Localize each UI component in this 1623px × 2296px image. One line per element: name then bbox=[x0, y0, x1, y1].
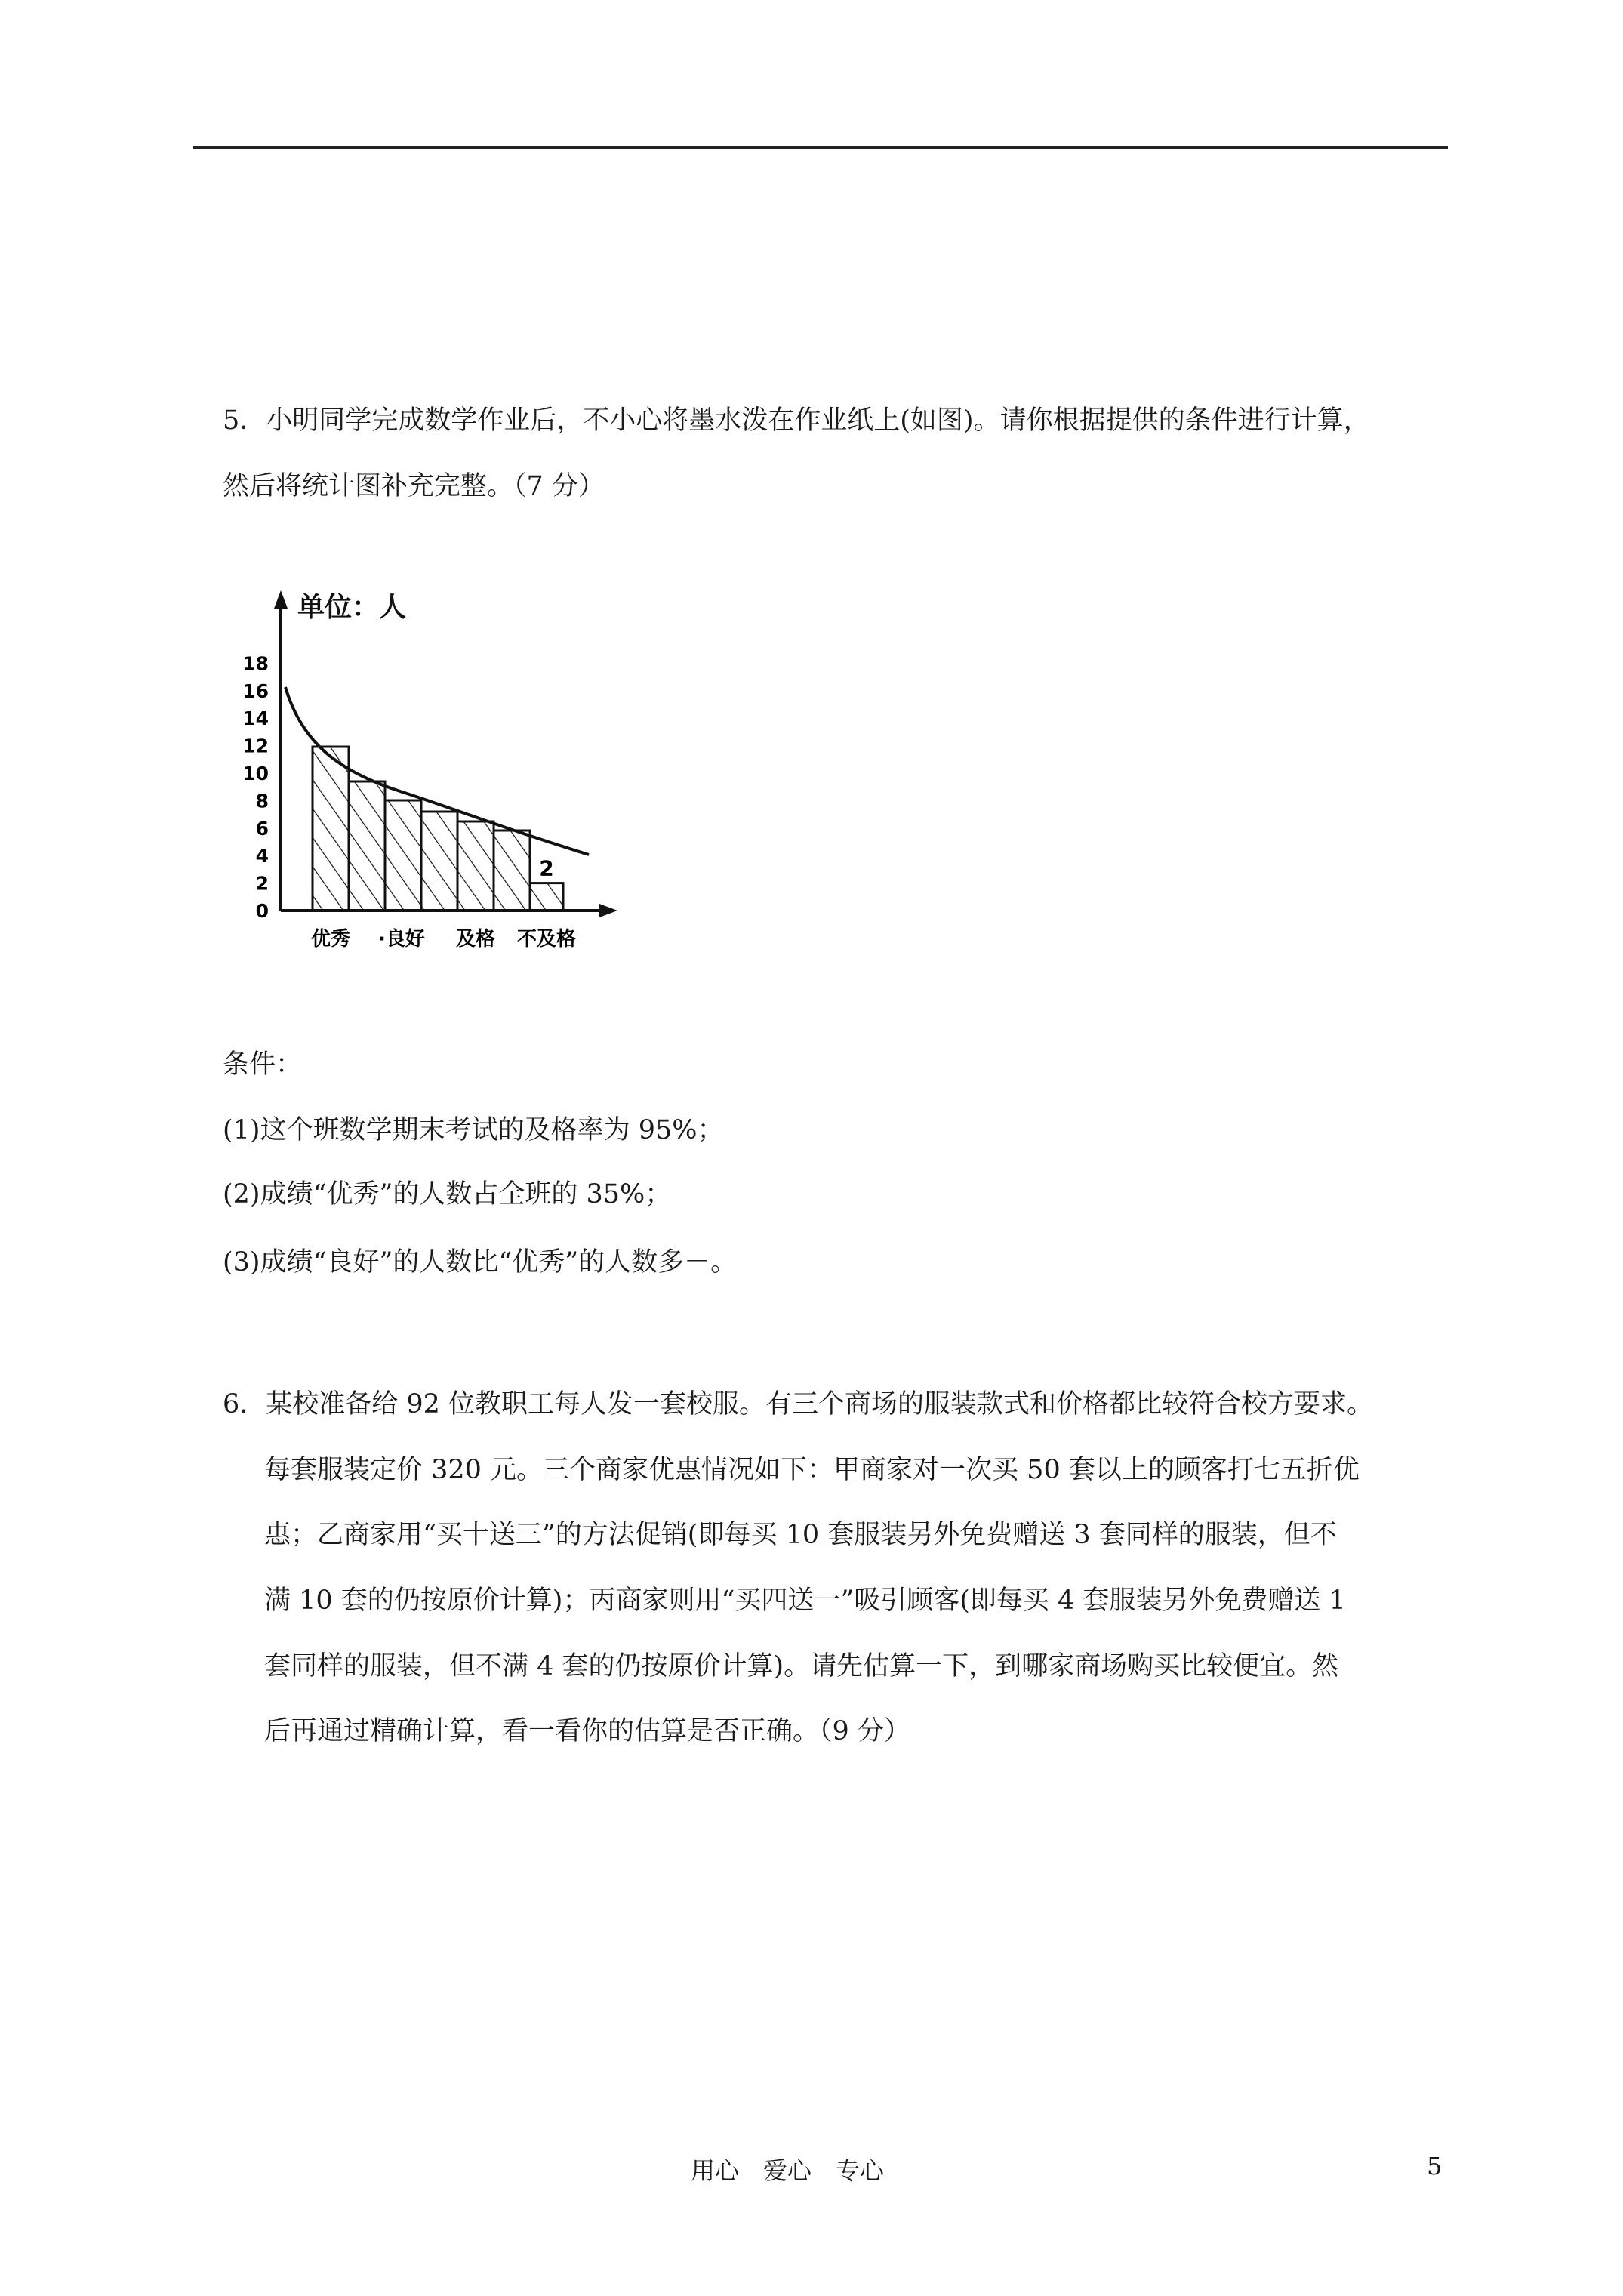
bar-4 bbox=[530, 883, 563, 911]
x-axis-arrow bbox=[599, 904, 617, 917]
q6-line-4: 满 10 套的仍按原价计算)；丙商家则用“买四送一”吸引顾客(即每买 4 套服装另外免费赠送 1 bbox=[264, 1586, 1346, 1616]
y-tick-label: 12 bbox=[242, 735, 269, 757]
y-tick-label: 2 bbox=[255, 872, 269, 895]
y-tick-label: 8 bbox=[255, 790, 269, 812]
q6-line-5: 套同样的服装，但不满 4 套的仍按原价计算)。请先估算一下，到哪家商场购买比较便宜。然 bbox=[264, 1651, 1339, 1681]
y-tick-label: 0 bbox=[255, 900, 269, 922]
conditions-title: 条件： bbox=[223, 1049, 303, 1080]
y-tick-label: 4 bbox=[255, 845, 269, 868]
q6-line-2: 每套服装定价 320 元。三个商家优惠情况如下：甲商家对一次买 50 套以上的顾客打七五折优 bbox=[264, 1455, 1360, 1485]
bar-chart bbox=[234, 581, 627, 959]
q6-line-3: 惠；乙商家用“买十送三”的方法促销(即每买 10 套服装另外免费赠送 3 套同样的服装，但不 bbox=[264, 1520, 1337, 1550]
y-tick-label: 16 bbox=[242, 680, 269, 702]
y-tick-label: 18 bbox=[242, 652, 269, 675]
hatched-bar-6 bbox=[494, 831, 530, 911]
y-axis-arrow bbox=[274, 590, 288, 609]
x-tick-label: 及格 bbox=[455, 928, 496, 951]
q5-line-2: 然后将统计图补充完整。（7 分） bbox=[223, 471, 605, 501]
q6-line-6: 后再通过精确计算，看一看你的估算是否正确。（9 分） bbox=[264, 1716, 910, 1746]
hatched-bar-2 bbox=[349, 781, 385, 911]
condition-1: (1)这个班数学期末考试的及格率为 95%； bbox=[223, 1115, 724, 1145]
hatched-bar-4 bbox=[421, 812, 457, 911]
y-tick-label: 6 bbox=[255, 817, 269, 840]
condition-3: (3)成绩“良好”的人数比“优秀”的人数多－。 bbox=[223, 1247, 738, 1277]
chart-title: 单位：人 bbox=[297, 592, 407, 623]
q5-line-1: 5．小明同学完成数学作业后，不小心将墨水泼在作业纸上(如图)。请你根据提供的条件进行计算， bbox=[223, 405, 1370, 436]
header-rule bbox=[193, 146, 1448, 149]
y-tick-label: 14 bbox=[242, 707, 269, 730]
page-number: 5 bbox=[1427, 2152, 1443, 2180]
hatched-bar-3 bbox=[385, 800, 421, 911]
x-tick-label: ·良好 bbox=[378, 928, 425, 951]
bar-data-label: 2 bbox=[539, 855, 554, 881]
hatched-bar-5 bbox=[457, 821, 494, 911]
q6-line-1: 6．某校准备给 92 位教职工每人发一套校服。有三个商场的服装款式和价格都比较符合校方要求。 bbox=[223, 1389, 1374, 1419]
footer-motto: 用心 爱心 专心 bbox=[691, 2156, 885, 2185]
condition-2: (2)成绩“优秀”的人数占全班的 35%； bbox=[223, 1179, 672, 1210]
x-tick-label: 不及格 bbox=[516, 928, 577, 951]
hatched-bar-1 bbox=[313, 747, 349, 911]
x-tick-label: 优秀 bbox=[310, 928, 351, 951]
y-tick-label: 10 bbox=[242, 763, 269, 784]
